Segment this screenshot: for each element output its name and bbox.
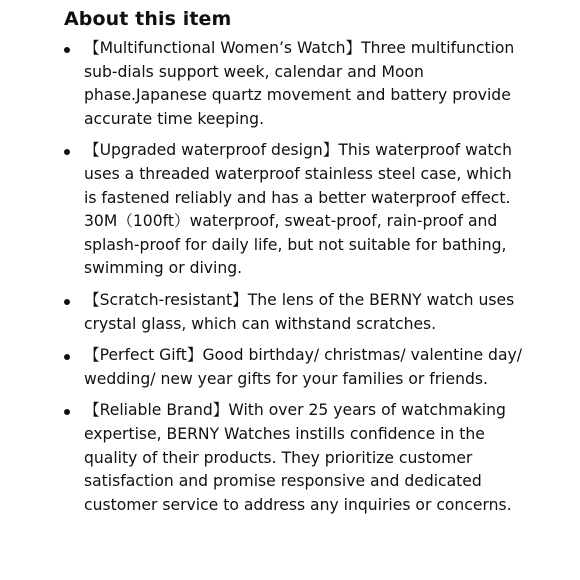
- feature-bullet-scratch-resistant: [64, 289, 524, 336]
- feature-bullet-list: [64, 37, 524, 517]
- bullet-dot-icon: [64, 354, 70, 360]
- bullet-text: 【Upgraded waterproof design】This waterproof watch uses a threaded waterproof stainless steel case, which is fastened reliably and has a better waterproof effect. 30M（100ft）waterproof, sweat-proof, rain-proof and splash-proof for daily life, but not suitable for bathing, swimming or diving.: [84, 141, 512, 278]
- bullet-dot-icon: [64, 149, 70, 155]
- bullet-dot-icon: [64, 299, 70, 305]
- bullet-text: 【Multifunctional Women’s Watch】Three multifunction sub-dials support week, calendar and Moon phase.Japanese quartz movement and battery provide accurate time keeping.: [84, 39, 515, 128]
- bullet-text: 【Scratch-resistant】The lens of the BERNY watch uses crystal glass, which can withstand scratches.: [84, 290, 515, 333]
- feature-bullet-reliable-brand: [64, 399, 524, 517]
- bullet-text: 【Perfect Gift】Good birthday/ christmas/ valentine day/ wedding/ new year gifts for your families or friends.: [84, 346, 522, 388]
- bullet-text: 【Reliable Brand】With over 25 years of watchmaking expertise, BERNY Watches instills confidence in the quality of their products. They prioritize customer satisfaction and promise responsive and dedicated customer service to address any inquiries or concerns.: [84, 401, 512, 514]
- bullet-dot-icon: [64, 47, 70, 53]
- section-title: About this item: [64, 8, 232, 30]
- feature-bullet-perfect-gift: [64, 344, 524, 391]
- feature-bullet-multifunctional: [64, 37, 524, 131]
- feature-bullet-waterproof: [64, 139, 524, 281]
- bullet-dot-icon: [64, 409, 70, 415]
